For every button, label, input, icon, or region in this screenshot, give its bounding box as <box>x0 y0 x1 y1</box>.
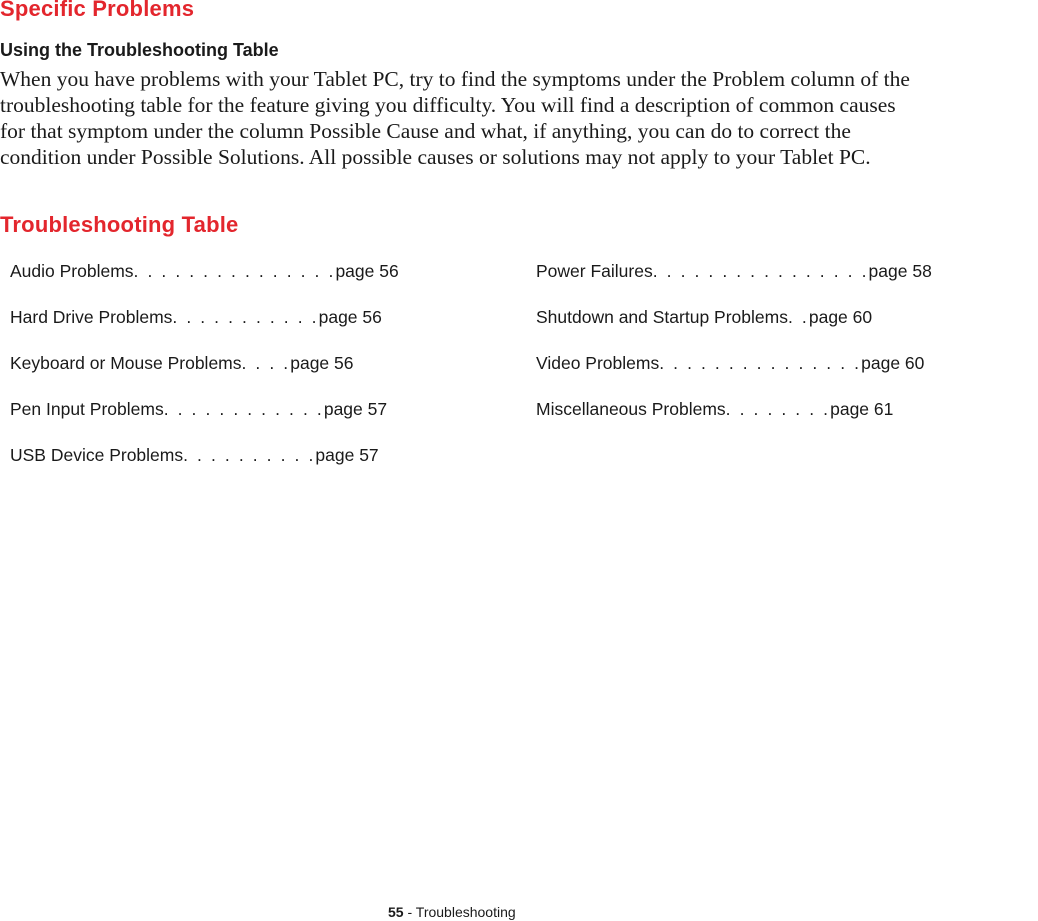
subheading: Using the Troubleshooting Table <box>0 40 279 60</box>
toc-page-ref: page 57 <box>315 445 379 465</box>
toc-dot-leader: . . . . . . . . . . . . <box>163 399 324 419</box>
toc-dot-leader: . . . . . . . . . . <box>183 445 316 465</box>
toc-dot-leader: . . . . <box>241 353 291 373</box>
toc-link-audio-problems[interactable] <box>10 261 399 307</box>
toc-link-miscellaneous-problems[interactable] <box>536 399 932 445</box>
toc-link-pen-input-problems[interactable] <box>10 399 399 445</box>
footer-page-number: 55 <box>388 904 404 920</box>
toc-page-ref: page 56 <box>318 307 382 327</box>
toc-label: Keyboard or Mouse Problems <box>10 353 242 373</box>
toc-link-video-problems[interactable] <box>536 353 932 399</box>
toc-dot-leader: . . . . . . . . . . . . . . . <box>133 261 336 281</box>
section-title: Specific Problems <box>0 0 195 21</box>
toc-label: Power Failures <box>536 261 653 281</box>
toc-page-ref: page 60 <box>808 307 873 327</box>
page-footer <box>388 904 516 920</box>
toc-right-column <box>536 261 932 445</box>
toc-label: Shutdown and Startup Problems <box>536 307 788 327</box>
toc-label: Video Problems <box>536 353 660 373</box>
toc-link-hard-drive-problems[interactable] <box>10 307 399 353</box>
toc-left-column <box>10 261 399 491</box>
toc-label: Miscellaneous Problems <box>536 399 726 419</box>
toc-label: USB Device Problems <box>10 445 184 465</box>
toc-dot-leader: . . <box>787 307 809 327</box>
toc-link-shutdown-startup-problems[interactable] <box>536 307 932 353</box>
toc-page-ref: page 61 <box>830 399 894 419</box>
footer-separator: - <box>403 904 416 920</box>
toc-page-ref: page 57 <box>323 399 388 419</box>
toc-page-ref: page 56 <box>290 353 354 373</box>
toc-page-ref: page 56 <box>335 261 399 281</box>
toc-label: Pen Input Problems <box>10 399 164 419</box>
intro-line: troubleshooting table for the feature giving you difficulty. You will find a description of common causes <box>0 93 896 117</box>
toc-link-usb-device-problems[interactable] <box>10 445 399 491</box>
toc-label: Audio Problems <box>10 261 134 281</box>
toc-dot-leader: . . . . . . . . . . . . . . . . <box>652 261 869 281</box>
table-title: Troubleshooting Table <box>0 212 239 237</box>
toc-dot-leader: . . . . . . . . . . . <box>172 307 319 327</box>
footer-section-name: Troubleshooting <box>415 904 516 920</box>
toc-dot-leader: . . . . . . . . . . . . . . . <box>659 353 862 373</box>
intro-line: for that symptom under the column Possible Cause and what, if anything, you can do to correct the <box>0 119 851 143</box>
toc-link-power-failures[interactable] <box>536 261 932 307</box>
toc-dot-leader: . . . . . . . . <box>725 399 831 419</box>
intro-paragraph <box>0 66 1036 170</box>
toc-page-ref: page 58 <box>868 261 932 281</box>
intro-line: When you have problems with your Tablet PC, try to find the symptoms under the Problem column of the <box>0 67 910 91</box>
toc-label: Hard Drive Problems <box>10 307 173 327</box>
intro-line: condition under Possible Solutions. All possible causes or solutions may not apply to your Tablet PC. <box>0 145 871 169</box>
toc-page-ref: page 60 <box>861 353 925 373</box>
toc-link-keyboard-mouse-problems[interactable] <box>10 353 399 399</box>
